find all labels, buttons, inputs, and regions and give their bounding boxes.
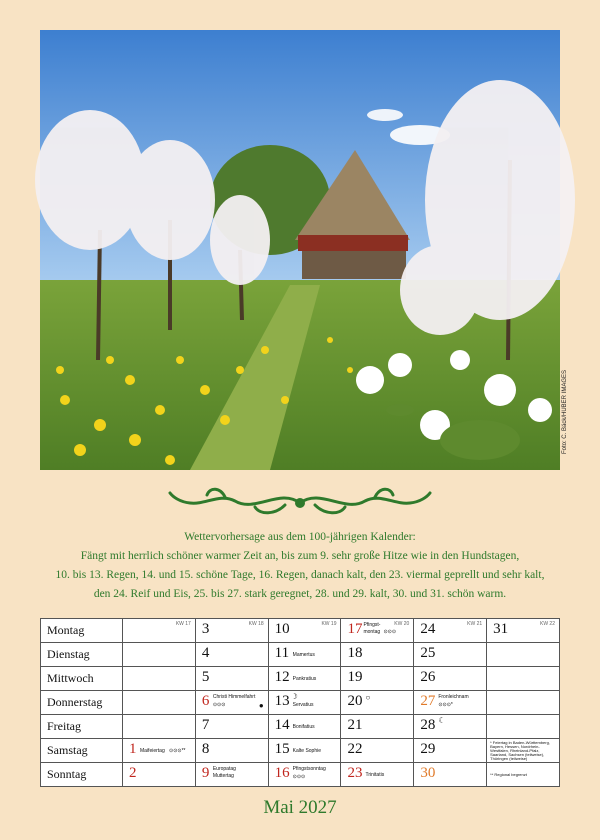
- empty-cell: [487, 691, 560, 715]
- holiday-symbols: ⊙⊙⊙: [212, 702, 226, 708]
- date-number: 5: [201, 669, 210, 685]
- date-cell: [341, 763, 414, 787]
- table-row: [41, 643, 560, 667]
- date-cell: [268, 715, 341, 739]
- last-quarter-moon-icon: ☾: [438, 716, 446, 725]
- week-number: KW 20: [394, 621, 410, 627]
- holiday-symbols: ⊙⊙⊙*: [438, 702, 453, 708]
- holiday-label: Bonifatius: [292, 724, 315, 730]
- date-number: 9: [201, 765, 210, 781]
- date-number: 13: [274, 693, 290, 709]
- table-row: [41, 619, 560, 643]
- date-number: 6: [201, 693, 210, 709]
- date-number: 23: [347, 765, 363, 781]
- date-cell: [268, 667, 341, 691]
- date-cell: [341, 643, 414, 667]
- empty-cell: [123, 667, 196, 691]
- holiday-label: Europatag: [212, 766, 236, 772]
- table-row: [41, 691, 560, 715]
- day-name: Sonntag: [41, 763, 123, 787]
- day-name: Samstag: [41, 739, 123, 763]
- date-number: 3: [201, 621, 210, 637]
- date-cell: [268, 691, 341, 715]
- holiday-label: Trinitatis: [365, 772, 385, 778]
- day-name: Dienstag: [41, 643, 123, 667]
- date-number: 10: [274, 621, 290, 637]
- date-cell: [195, 715, 268, 739]
- week-number: KW 17: [175, 621, 191, 627]
- holiday-symbols: ⊙⊙⊙: [383, 629, 397, 635]
- date-number: 21: [347, 717, 363, 733]
- holiday-label: Fronleichnam: [438, 694, 469, 700]
- footnote: Thüringen (teilweise): [490, 756, 528, 761]
- date-cell: [123, 739, 196, 763]
- date-cell: [268, 739, 341, 763]
- date-number: 24: [420, 621, 436, 637]
- date-number: 19: [347, 669, 363, 685]
- holiday-label: Maifeiertag: [140, 748, 165, 754]
- date-cell: [195, 619, 268, 643]
- date-cell: [341, 739, 414, 763]
- photo-credit: Foto: C. Bäck/HUBER IMAGES: [562, 370, 568, 455]
- footnote: Westfalen, Rheinland-Pfalz,: [490, 748, 540, 753]
- date-cell: [341, 691, 414, 715]
- day-name: Donnerstag: [41, 691, 123, 715]
- date-number: 17: [347, 621, 363, 637]
- day-name: Mittwoch: [41, 667, 123, 691]
- date-number: 4: [201, 645, 210, 661]
- weather-forecast: [40, 528, 560, 604]
- date-number: 29: [420, 741, 436, 757]
- holiday-label: Christi Himmelfahrt: [212, 694, 256, 700]
- empty-cell: [123, 715, 196, 739]
- holiday-label: Pankratius: [292, 676, 317, 682]
- full-moon-icon: ○: [365, 693, 371, 702]
- holiday-symbols: ⊙⊙⊙: [292, 774, 306, 780]
- weather-heading: Wettervorhersage aus dem 100-jährigen Kalender:: [184, 531, 416, 543]
- page-title: Mai 2027: [263, 797, 337, 818]
- empty-cell: [123, 619, 196, 643]
- date-number: 16: [274, 765, 290, 781]
- calendar-grid: [40, 618, 560, 787]
- footnote: Bayern, Hessen, Nordrhein-: [490, 744, 540, 749]
- date-number: 11: [274, 645, 290, 661]
- holiday-label: montag: [363, 629, 381, 635]
- date-cell: [341, 667, 414, 691]
- date-cell: [268, 643, 341, 667]
- table-row: [41, 715, 560, 739]
- date-number: 7: [201, 717, 210, 733]
- weather-line: 10. bis 13. Regen, 14. und 15. schöne Tage, 16. Regen, danach kalt, den 23. viermal geprellt und sehr kalt,: [55, 569, 545, 581]
- empty-cell: [487, 667, 560, 691]
- date-number: 18: [347, 645, 363, 661]
- calendar-photo: [40, 30, 568, 470]
- footnote-cell: [487, 763, 560, 787]
- date-number: 25: [420, 645, 436, 661]
- date-number: 1: [129, 741, 137, 757]
- footnote: ** Regional begrenzt: [490, 772, 527, 777]
- footnote: * Feiertag in Baden-Württemberg,: [490, 740, 550, 745]
- footnote-cell: [487, 739, 560, 763]
- holiday-label: Pfingstsonntag: [292, 766, 326, 772]
- date-number: 26: [420, 669, 436, 685]
- empty-cell: [487, 715, 560, 739]
- decorative-ornament: [165, 483, 435, 523]
- date-cell: [268, 763, 341, 787]
- date-cell: [341, 715, 414, 739]
- table-row: [41, 667, 560, 691]
- week-number: KW 19: [321, 621, 337, 627]
- date-number: 14: [274, 717, 290, 733]
- date-cell: [414, 715, 487, 739]
- new-moon-icon: ●: [258, 701, 264, 710]
- date-cell: [341, 619, 414, 643]
- date-number: 28: [420, 717, 436, 733]
- date-number: 12: [274, 669, 290, 685]
- empty-cell: [123, 691, 196, 715]
- date-number: 22: [347, 741, 363, 757]
- date-cell: [195, 667, 268, 691]
- date-cell: [268, 619, 341, 643]
- date-cell: [123, 763, 196, 787]
- week-number: KW 18: [248, 621, 264, 627]
- date-cell: [195, 691, 268, 715]
- holiday-label: Servatius: [292, 702, 314, 708]
- table-row: [41, 763, 560, 787]
- holiday-label: Pfingst-: [363, 622, 381, 628]
- orchard-image: [40, 30, 560, 470]
- holiday-label: Mamertus: [292, 652, 315, 658]
- date-number: 8: [201, 741, 210, 757]
- date-cell: [414, 643, 487, 667]
- date-number: 2: [129, 765, 137, 781]
- date-cell: [414, 619, 487, 643]
- table-row: [41, 739, 560, 763]
- first-quarter-moon-icon: ☽: [290, 692, 298, 701]
- holiday-label: Kalte Sophie: [292, 748, 322, 754]
- empty-cell: [487, 643, 560, 667]
- holiday-label: Muttertag: [212, 773, 234, 779]
- date-number: 31: [493, 621, 509, 637]
- date-cell: [195, 763, 268, 787]
- date-cell: [414, 739, 487, 763]
- date-cell: [414, 691, 487, 715]
- week-number: KW 21: [467, 621, 483, 627]
- date-cell: [195, 739, 268, 763]
- date-cell: [414, 667, 487, 691]
- weather-line: Fängt mit herrlich schöner warmer Zeit an, bis zum 9. sehr große Hitze wie in den Hundstagen,: [80, 550, 520, 562]
- date-cell: [414, 763, 487, 787]
- holiday-symbols: ⊙⊙⊙**: [169, 748, 186, 754]
- date-number: 30: [420, 765, 436, 781]
- footnote: Saarland, Sachsen (teilweise),: [490, 752, 545, 757]
- weather-line: den 24. Reif und Eis, 25. bis 27. stark geregnet, 28. und 29. kalt, 30. und 31. schön warm.: [93, 588, 507, 600]
- date-cell: [195, 643, 268, 667]
- date-number: 27: [420, 693, 436, 709]
- empty-cell: [123, 643, 196, 667]
- date-number: 15: [274, 741, 290, 757]
- date-number: 20: [347, 693, 363, 709]
- week-number: KW 22: [539, 621, 555, 627]
- date-cell: [487, 619, 560, 643]
- day-name: Freitag: [41, 715, 123, 739]
- day-name: Montag: [41, 619, 123, 643]
